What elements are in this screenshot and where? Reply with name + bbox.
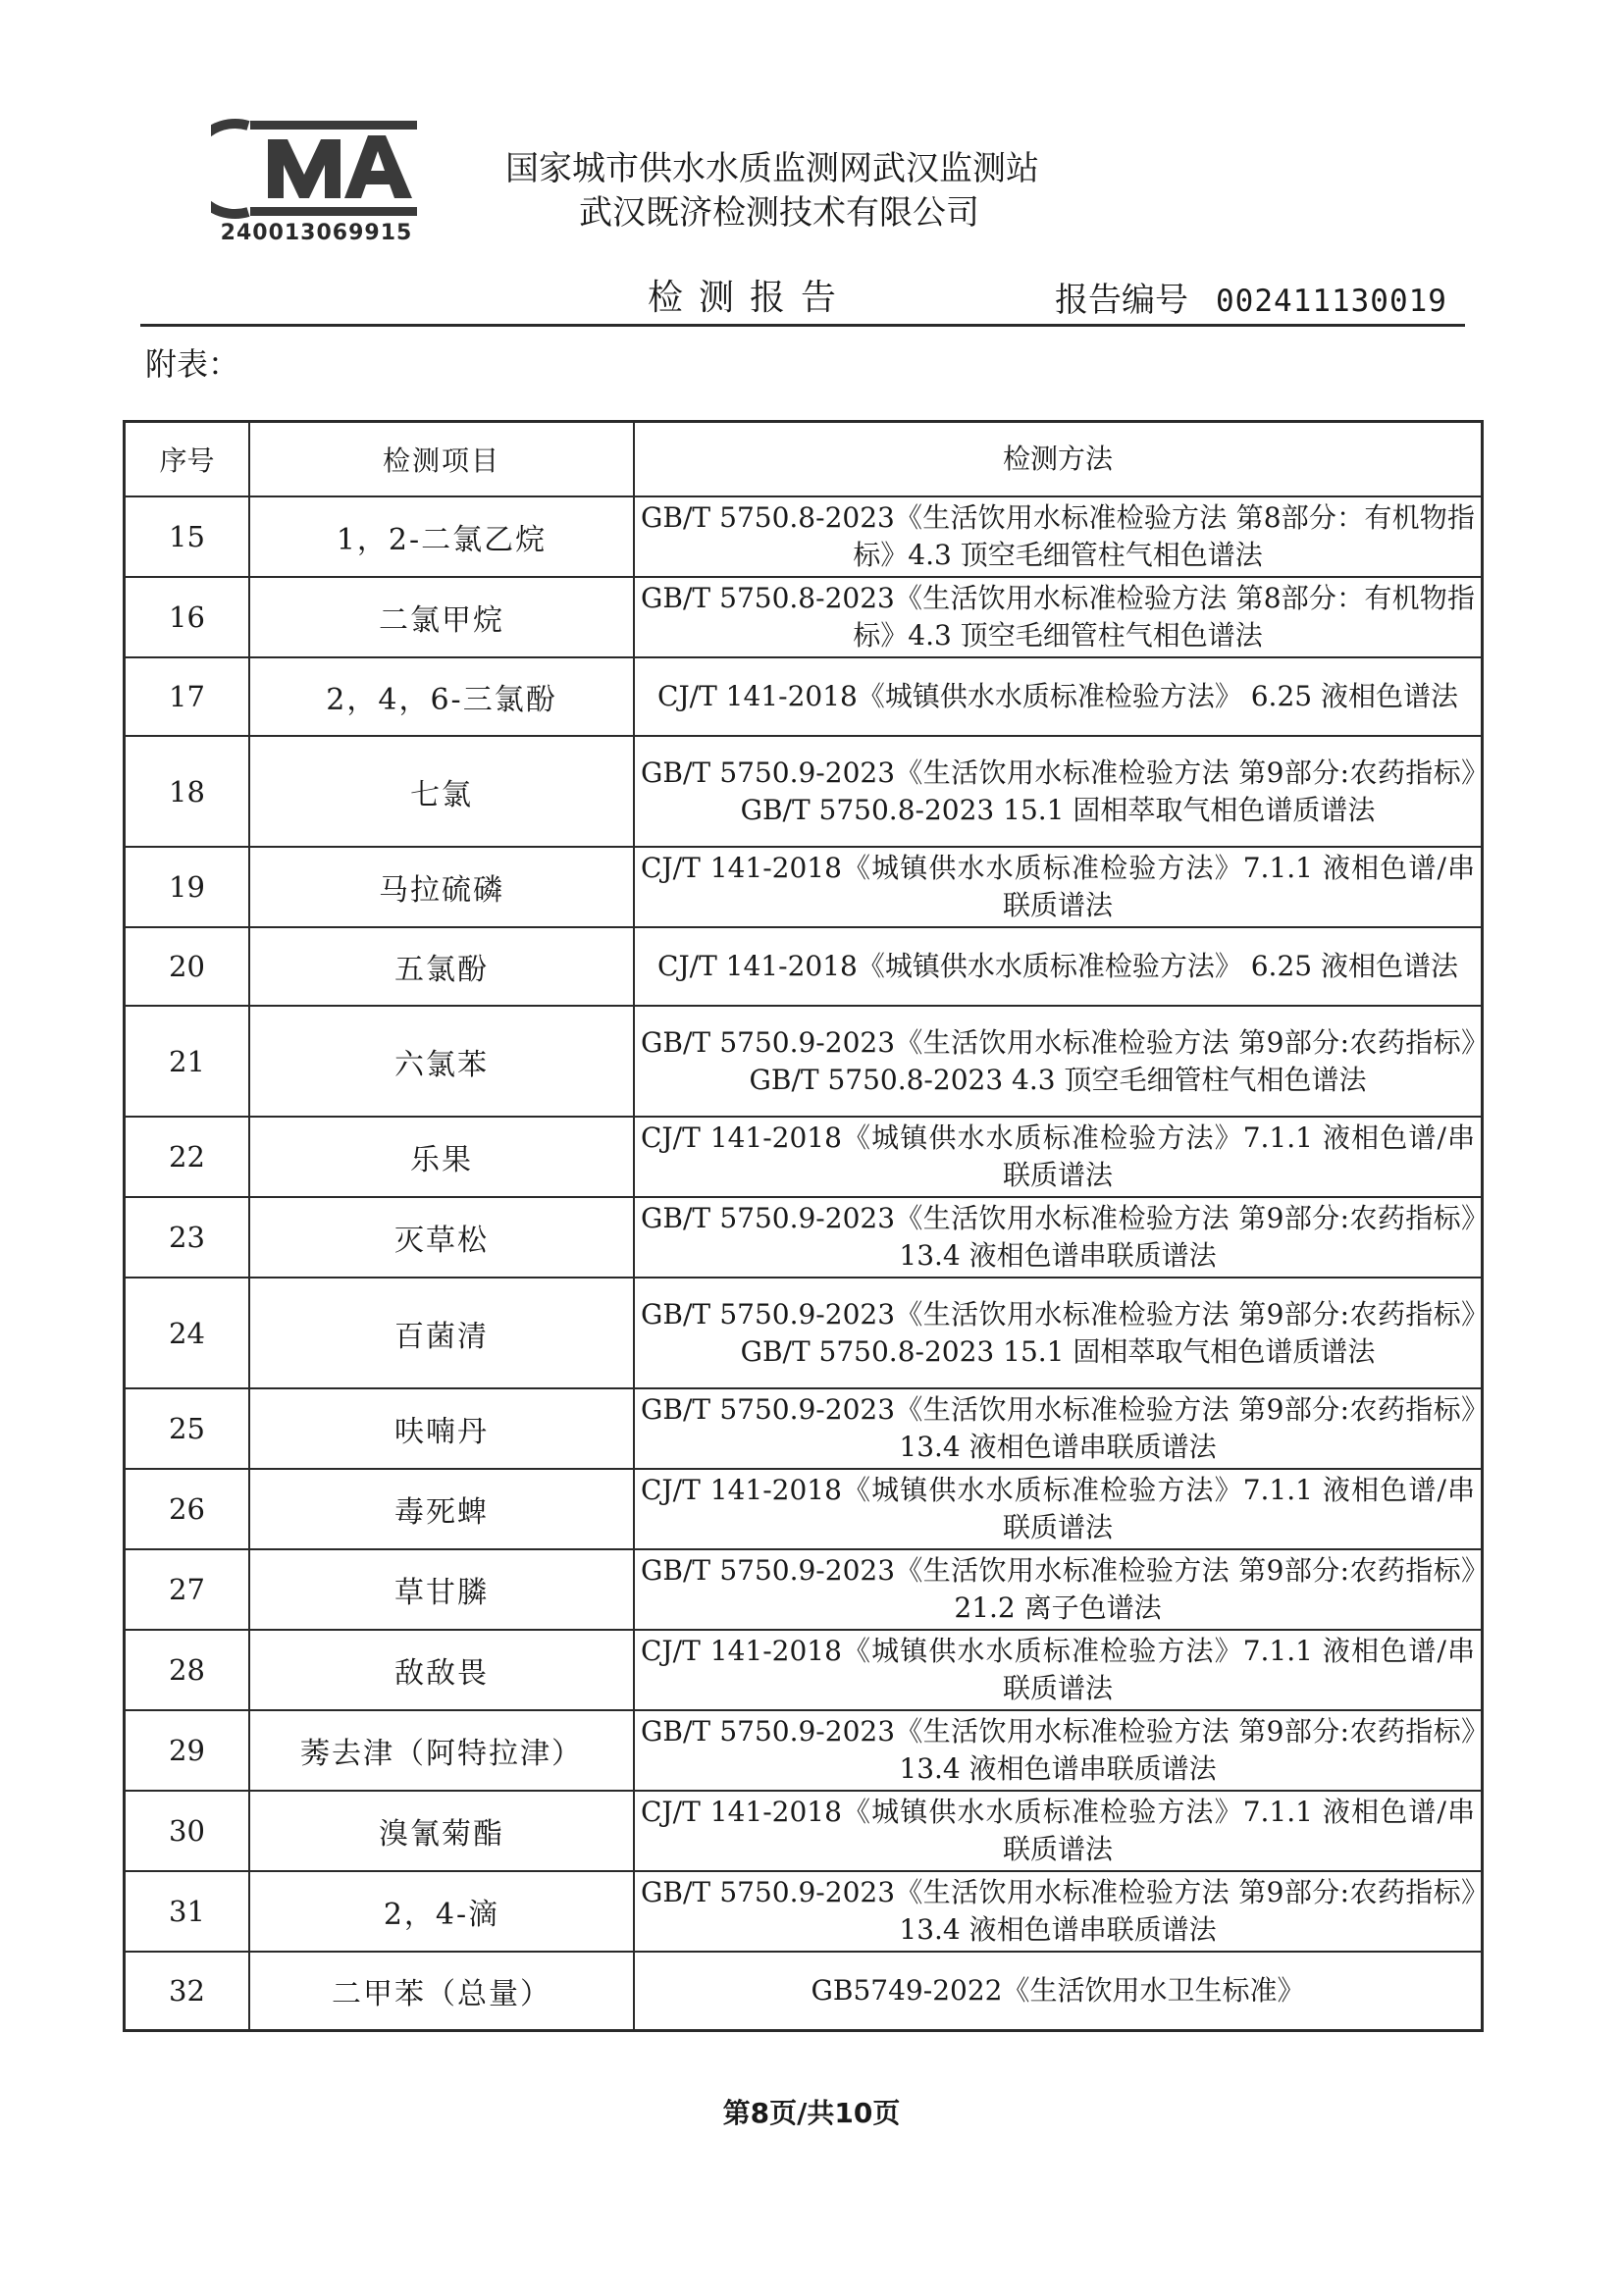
- row-method: GB/T 5750.9-2023《生活饮用水标准检验方法 第9部分:农药指标》13.4 液相色谱串联质谱法: [634, 1871, 1483, 1952]
- report-title: 检测报告: [648, 278, 853, 318]
- table-row: [125, 1117, 1483, 1197]
- row-number: 20: [125, 927, 250, 1006]
- table-row: [125, 736, 1483, 847]
- cma-seal-icon: [211, 118, 422, 221]
- row-item: 二甲苯（总量）: [249, 1952, 634, 2030]
- row-method: GB/T 5750.9-2023《生活饮用水标准检验方法 第9部分:农药指标》GB/T 5750.8-2023 4.3 顶空毛细管柱气相色谱法: [634, 1006, 1483, 1117]
- row-item: 1，2-二氯乙烷: [249, 496, 634, 577]
- row-method: GB/T 5750.9-2023《生活饮用水标准检验方法 第9部分:农药指标》21.2 离子色谱法: [634, 1549, 1483, 1630]
- row-method: CJ/T 141-2018《城镇供水水质标准检验方法》7.1.1 液相色谱/串联质谱法: [634, 1791, 1483, 1871]
- table-row: [125, 1549, 1483, 1630]
- table-row: [125, 1197, 1483, 1278]
- org-line-2: 武汉既济检测技术有限公司: [579, 193, 979, 233]
- table-row: [125, 1388, 1483, 1469]
- table-row: [125, 927, 1483, 1006]
- row-method: GB/T 5750.9-2023《生活饮用水标准检验方法 第9部分:农药指标》GB/T 5750.8-2023 15.1 固相萃取气相色谱质谱法: [634, 736, 1483, 847]
- row-number: 17: [125, 657, 250, 736]
- row-method: GB/T 5750.9-2023《生活饮用水标准检验方法 第9部分:农药指标》13.4 液相色谱串联质谱法: [634, 1388, 1483, 1469]
- row-number: 23: [125, 1197, 250, 1278]
- row-item: 草甘膦: [249, 1549, 634, 1630]
- table-row: [125, 1006, 1483, 1117]
- row-method: CJ/T 141-2018《城镇供水水质标准检验方法》7.1.1 液相色谱/串联质谱法: [634, 1469, 1483, 1549]
- table-row: [125, 1710, 1483, 1791]
- row-item: 莠去津（阿特拉津）: [249, 1710, 634, 1791]
- header-divider: [140, 324, 1465, 327]
- row-item: 敌敌畏: [249, 1630, 634, 1710]
- row-item: 七氯: [249, 736, 634, 847]
- row-number: 24: [125, 1278, 250, 1388]
- cma-code: 240013069915: [220, 221, 413, 245]
- report-number-label: 报告编号: [1055, 281, 1188, 320]
- row-number: 30: [125, 1791, 250, 1871]
- header-item: 检测项目: [249, 422, 634, 497]
- table-row: [125, 847, 1483, 927]
- table-row: [125, 1469, 1483, 1549]
- row-item: 呋喃丹: [249, 1388, 634, 1469]
- row-method: GB/T 5750.8-2023《生活饮用水标准检验方法 第8部分：有机物指标》4.3 顶空毛细管柱气相色谱法: [634, 577, 1483, 657]
- methods-table: [123, 420, 1484, 2032]
- table-row: [125, 1871, 1483, 1952]
- row-method: CJ/T 141-2018《城镇供水水质标准检验方法》 6.25 液相色谱法: [634, 927, 1483, 1006]
- appendix-label: 附表：: [145, 345, 240, 383]
- row-item: 2，4-滴: [249, 1871, 634, 1952]
- row-item: 二氯甲烷: [249, 577, 634, 657]
- row-number: 25: [125, 1388, 250, 1469]
- header-method: 检测方法: [634, 422, 1483, 497]
- row-method: CJ/T 141-2018《城镇供水水质标准检验方法》7.1.1 液相色谱/串联质谱法: [634, 1630, 1483, 1710]
- row-item: 六氯苯: [249, 1006, 634, 1117]
- cma-logo: [211, 118, 422, 250]
- page-number: 第8页/共10页: [722, 2097, 901, 2129]
- row-number: 16: [125, 577, 250, 657]
- row-method: GB/T 5750.9-2023《生活饮用水标准检验方法 第9部分:农药指标》13.4 液相色谱串联质谱法: [634, 1197, 1483, 1278]
- row-number: 28: [125, 1630, 250, 1710]
- row-number: 31: [125, 1871, 250, 1952]
- row-method: CJ/T 141-2018《城镇供水水质标准检验方法》7.1.1 液相色谱/串联质谱法: [634, 847, 1483, 927]
- table-row: [125, 1791, 1483, 1871]
- row-item: 马拉硫磷: [249, 847, 634, 927]
- row-item: 灭草松: [249, 1197, 634, 1278]
- table-row: [125, 1630, 1483, 1710]
- row-item: 五氯酚: [249, 927, 634, 1006]
- row-number: 26: [125, 1469, 250, 1549]
- row-number: 32: [125, 1952, 250, 2030]
- table-header-row: [125, 422, 1483, 497]
- row-number: 27: [125, 1549, 250, 1630]
- row-number: 15: [125, 496, 250, 577]
- row-number: 22: [125, 1117, 250, 1197]
- row-method: GB/T 5750.9-2023《生活饮用水标准检验方法 第9部分:农药指标》13.4 液相色谱串联质谱法: [634, 1710, 1483, 1791]
- row-item: 乐果: [249, 1117, 634, 1197]
- row-item: 2，4，6-三氯酚: [249, 657, 634, 736]
- table-row: [125, 577, 1483, 657]
- row-number: 19: [125, 847, 250, 927]
- row-number: 18: [125, 736, 250, 847]
- row-item: 溴氰菊酯: [249, 1791, 634, 1871]
- row-number: 21: [125, 1006, 250, 1117]
- table-row: [125, 1278, 1483, 1388]
- row-method: GB/T 5750.8-2023《生活饮用水标准检验方法 第8部分：有机物指标》4.3 顶空毛细管柱气相色谱法: [634, 496, 1483, 577]
- row-item: 百菌清: [249, 1278, 634, 1388]
- org-line-1: 国家城市供水水质监测网武汉监测站: [505, 149, 1039, 188]
- row-method: CJ/T 141-2018《城镇供水水质标准检验方法》 6.25 液相色谱法: [634, 657, 1483, 736]
- table-row: [125, 657, 1483, 736]
- row-method: GB/T 5750.9-2023《生活饮用水标准检验方法 第9部分:农药指标》GB/T 5750.8-2023 15.1 固相萃取气相色谱质谱法: [634, 1278, 1483, 1388]
- report-number-value: 002411130019: [1216, 284, 1447, 319]
- organization-name: [505, 147, 1114, 235]
- header-no: 序号: [125, 422, 250, 497]
- row-method: GB5749-2022《生活饮用水卫生标准》: [634, 1952, 1483, 2030]
- row-method: CJ/T 141-2018《城镇供水水质标准检验方法》7.1.1 液相色谱/串联质谱法: [634, 1117, 1483, 1197]
- row-number: 29: [125, 1710, 250, 1791]
- report-number: [1055, 273, 1447, 321]
- table-row: [125, 496, 1483, 577]
- table-row: [125, 1952, 1483, 2030]
- row-item: 毒死蜱: [249, 1469, 634, 1549]
